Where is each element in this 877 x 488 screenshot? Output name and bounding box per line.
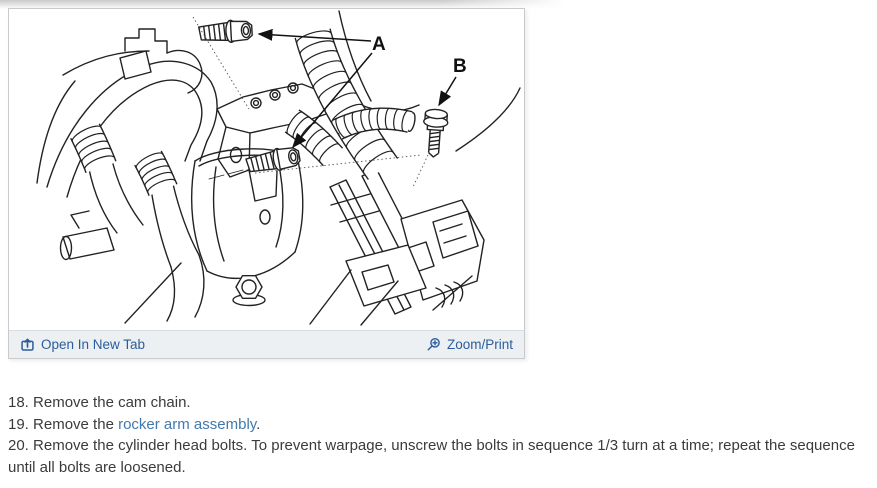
step-20 (8, 435, 870, 478)
step-18 (8, 392, 870, 414)
open-in-new-tab-link[interactable] (20, 337, 145, 352)
instruction-steps (8, 392, 870, 478)
step-19 (8, 414, 870, 436)
step-18-text: Remove the cam chain. (33, 394, 191, 411)
step-19-number: 19. (8, 415, 29, 433)
engine-diagram (9, 9, 524, 329)
open-in-new-tab-label: Open In New Tab (41, 337, 146, 352)
step-20-number: 20. (8, 437, 29, 455)
rocker-arm-assembly-link[interactable]: rocker arm assembly (118, 415, 257, 433)
arrow-b-to-bolt (439, 77, 456, 105)
callout-b-label: B (453, 56, 467, 77)
diagram-viewport (9, 9, 524, 330)
step-18-number: 18. (8, 394, 29, 411)
step-20-text: Remove the cylinder head bolts. To prevent warpage, unscrew the bolts in sequence 1/3 turn at a time; repeat the sequence until all bolts are loosened. (8, 437, 855, 476)
step-19-text: Remove the (33, 415, 114, 433)
open-in-new-tab-icon (20, 337, 35, 352)
diagram-panel (8, 8, 525, 359)
step-19-period: . (256, 415, 261, 433)
zoom-print-link[interactable] (426, 337, 513, 352)
callout-a-label: A (372, 34, 386, 55)
bolt-a-top (198, 19, 252, 44)
zoom-print-label: Zoom/Print (446, 337, 513, 352)
zoom-print-icon (426, 337, 441, 352)
bolt-b (421, 109, 448, 158)
diagram-toolbar (9, 330, 524, 358)
